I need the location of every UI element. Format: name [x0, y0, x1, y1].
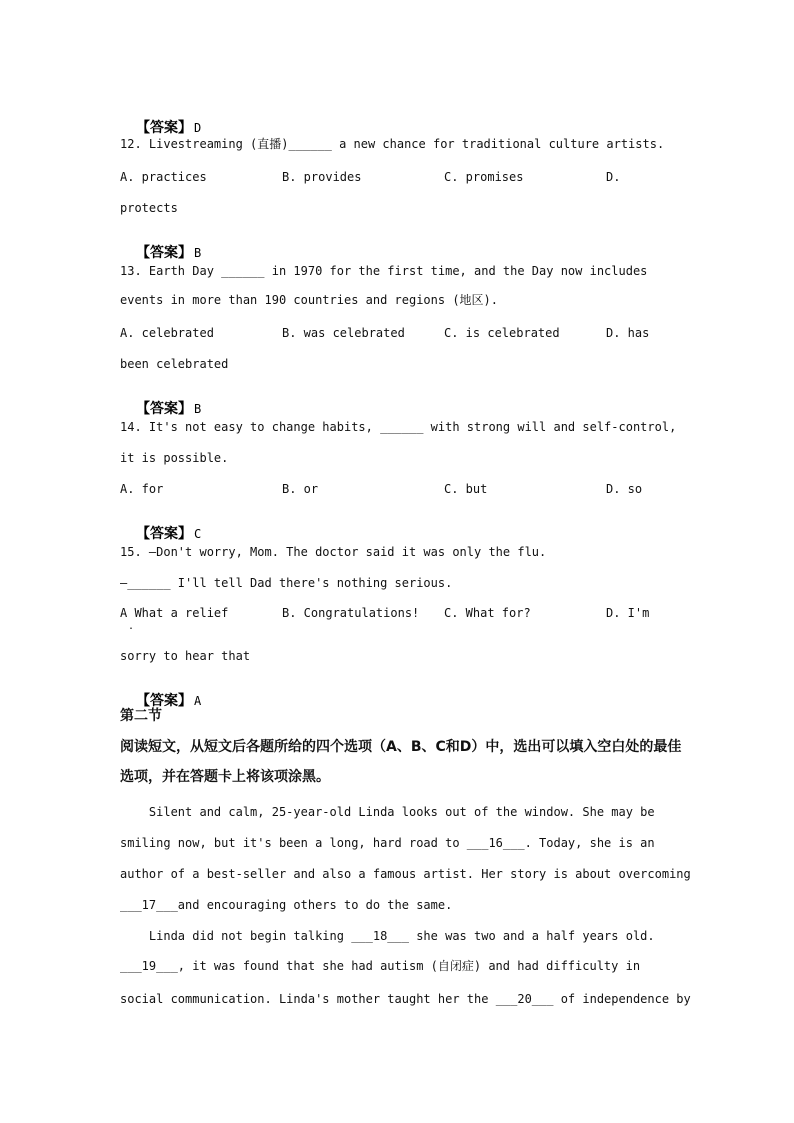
blank-17: ___17___	[120, 898, 178, 912]
passage-line-2	[120, 835, 655, 851]
blank-19: ___19___	[120, 959, 178, 973]
q15-option-a: A What a relief	[120, 606, 229, 620]
question-14-stem-2: it is possible.	[120, 451, 229, 465]
q15-option-d-wrap: sorry to hear that	[120, 649, 251, 663]
question-13-stem-2: events in more than 190 countries and regions (地区).	[120, 293, 499, 307]
passage-text: , it was found that she had autism (自闭症) and had difficulty in	[177, 959, 641, 973]
answer-value: A	[194, 694, 202, 708]
question-15-stem-1: 15. —Don't worry, Mom. The doctor said it was only the flu.	[120, 545, 547, 559]
answer-label: 【答案】	[136, 245, 192, 261]
q12-option-d-wrap: protects	[120, 201, 178, 215]
passage-text: Linda did not begin talking	[120, 929, 352, 943]
q12-option-c: C. promises	[444, 170, 524, 184]
answer-label: 【答案】	[136, 401, 192, 417]
q12-option-d: D.	[606, 170, 621, 184]
answer-value: C	[194, 527, 202, 541]
passage-text: smiling now, but it's been a long, hard road to	[120, 836, 467, 850]
q13-option-d-wrap: been celebrated	[120, 357, 229, 371]
section-title: 第二节	[120, 708, 162, 724]
passage-text: of independence by	[553, 992, 691, 1006]
passage-text: she was two and a half years old.	[408, 929, 655, 943]
question-14-stem-1: 14. It's not easy to change habits, ______ with strong will and self-control,	[120, 420, 677, 434]
q13-option-b: B. was celebrated	[282, 326, 405, 340]
passage-text: . Today, she is an	[524, 836, 655, 850]
q15-option-c: C. What for?	[444, 606, 531, 620]
answer-label: 【答案】	[136, 120, 192, 136]
q15-option-a-dot: .	[128, 621, 135, 632]
question-12-stem: 12. Livestreaming (直播)______ a new chance for traditional culture artists.	[120, 137, 665, 151]
answer-value: B	[194, 402, 202, 416]
passage-text: social communication. Linda's mother taught her the	[120, 992, 496, 1006]
q12-option-b: B. provides	[282, 170, 362, 184]
blank-18: ___18___	[351, 929, 409, 943]
passage-line-5	[120, 928, 655, 944]
q14-option-d: D. so	[606, 482, 643, 496]
q14-option-c: C. but	[444, 482, 488, 496]
answer-value: D	[194, 121, 202, 135]
passage-line-6	[120, 958, 640, 974]
q15-option-d: D. I'm	[606, 606, 650, 620]
passage-line-3: author of a best-seller and also a famous artist. Her story is about overcoming	[120, 867, 691, 881]
blank-16: ___16___	[466, 836, 525, 850]
section-instruction-1: 阅读短文，从短文后各题所给的四个选项（A、B、C和D）中，选出可以填入空白处的最佳	[120, 739, 682, 755]
question-13-stem-1: 13. Earth Day ______ in 1970 for the first time, and the Day now includes	[120, 264, 648, 278]
passage-text: and encouraging others to do the same.	[177, 898, 453, 912]
q13-option-a: A. celebrated	[120, 326, 214, 340]
q14-option-a: A. for	[120, 482, 164, 496]
answer-label: 【答案】	[136, 693, 192, 709]
question-15-stem-2: —______ I'll tell Dad there's nothing serious.	[120, 576, 453, 590]
q15-option-b: B. Congratulations!	[282, 606, 420, 620]
q13-option-c: C. is celebrated	[444, 326, 560, 340]
blank-20: ___20___	[495, 992, 554, 1006]
answer-value: B	[194, 246, 202, 260]
passage-line-4	[120, 897, 452, 913]
passage-line-7	[120, 991, 691, 1007]
q14-option-b: B. or	[282, 482, 319, 496]
answer-label: 【答案】	[136, 526, 192, 542]
q12-option-a: A. practices	[120, 170, 207, 184]
q13-option-d: D. has	[606, 326, 650, 340]
section-instruction-2: 选项，并在答题卡上将该项涂黑。	[120, 769, 330, 785]
passage-line-1: Silent and calm, 25-year-old Linda looks out of the window. She may be	[120, 805, 655, 819]
